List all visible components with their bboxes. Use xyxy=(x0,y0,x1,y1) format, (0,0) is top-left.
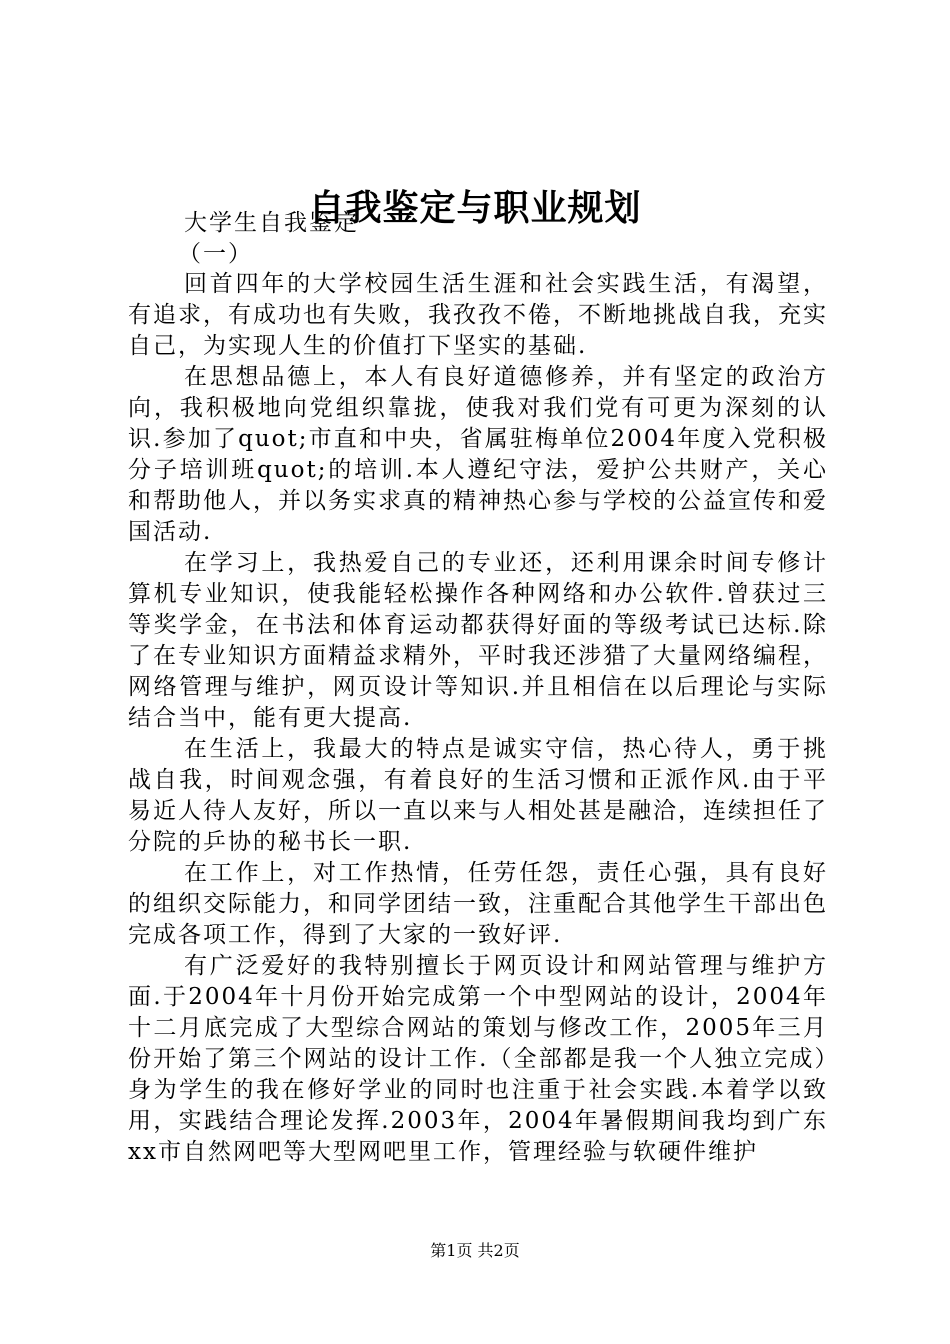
subtitle: 大学生自我鉴定 xyxy=(184,210,359,236)
paragraph: 在思想品德上，本人有良好道德修养，并有坚定的政治方向，我积极地向党组织靠拢，使我对我们党有可更为深刻的认识.参加了quot;市直和中央，省属驻梅单位2004年度入党积极分子培训班quot;的培训.本人遵纪守法，爱护公共财产，关心和帮助他人，并以务实求真的精神热心参与学校的公益宣传和爱国活动. xyxy=(128,364,828,545)
paragraph: 有广泛爱好的我特别擅长于网页设计和网站管理与维护方面.于2004年十月份开始完成第一个中型网站的设计，2004年十二月底完成了大型综合网站的策划与修改工作，2005年三月份开始了第三个网站的设计工作.（全部都是我一个人独立完成）身为学生的我在修好学业的同时也注重于社会实践.本着学以致用，实践结合理论发挥.2003年，2004年暑假期间我均到广东xx市自然网吧等大型网吧里工作，管理经验与软硬件维护 xyxy=(128,953,828,1165)
paragraph: 回首四年的大学校园生活生涯和社会实践生活，有渴望，有追求，有成功也有失败，我孜孜不倦，不断地挑战自我，充实自己，为实现人生的价值打下坚实的基础. xyxy=(128,271,828,359)
paragraph: 在工作上，对工作热情，任劳任怨，责任心强，具有良好的组织交际能力，和同学团结一致，注重配合其他学生干部出色完成各项工作，得到了大家的一致好评. xyxy=(128,860,828,948)
paragraph: 在学习上，我热爱自己的专业还，还利用课余时间专修计算机专业知识，使我能轻松操作各种网络和办公软件.曾获过三等奖学金，在书法和体育运动都获得好面的等级考试已达标.除了在专业知识方面精益求精外，平时我还涉猎了大量网络编程，网络管理与维护，网页设计等知识.并且相信在以后理论与实际结合当中，能有更大提高. xyxy=(128,550,828,731)
page-number-footer: 第1页 共2页 xyxy=(430,1241,520,1260)
section-marker: （一） xyxy=(178,241,253,267)
paragraph: 在生活上，我最大的特点是诚实守信，热心待人，勇于挑战自我，时间观念强，有着良好的生活习惯和正派作风.由于平易近人待人友好，所以一直以来与人相处甚是融洽，连续担任了分院的乒协的秘书长一职. xyxy=(128,736,828,855)
document-title: 自我鉴定与职业规划 xyxy=(308,187,642,229)
document-body xyxy=(128,207,828,1168)
